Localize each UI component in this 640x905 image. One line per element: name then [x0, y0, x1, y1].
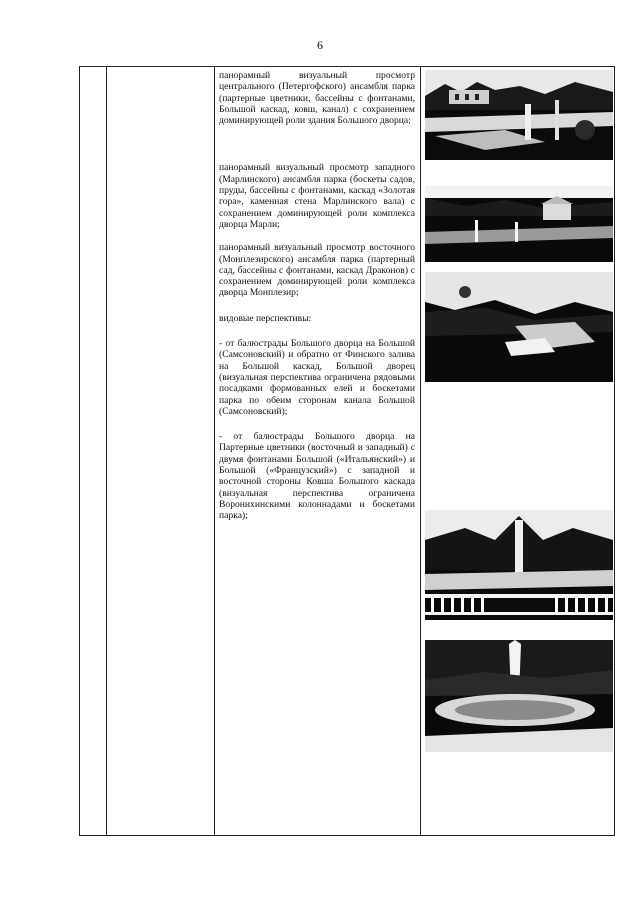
table-border-right [614, 66, 615, 836]
marly-ensemble-photo [425, 186, 613, 262]
table-border-bottom [79, 835, 615, 836]
paragraph-parterre: - от балюстрады Большого дворца на Партерные цветники (восточный и западный) с двумя фонтанами Большой («Итальянский») и Большой («Французский») с западной и восточной стороны Ковша Большого каскада (визуальная перспектива ограничена Воронихинскими колоннадами и боскетами парка); [219, 431, 415, 522]
central-ensemble-photo [425, 70, 613, 160]
table-column-divider-2 [214, 66, 215, 836]
monplaisir-ensemble-photo [425, 272, 613, 382]
table-column-divider-1 [106, 66, 107, 836]
paragraph-central: панорамный визуальный просмотр центрального (Петергофского) ансамбля парка (партерные цветники, бассейны с фонтанами, Большой каскад, ковш, канал) с сохранением доминирующей роли здания Большого дворца; [219, 70, 415, 127]
paragraph-samson: - от балюстрады Большого дворца на Большой (Самсоновский) и обратно от Финского залива на Большой каскад, Большой дворец (визуальная перспектива ограничена рядовыми посадками формованных елей и боскетами парка по обеим сторонам канала Большой (Самсоновский); [219, 338, 415, 417]
paragraph-perspectives: видовые перспективы: [219, 312, 312, 324]
description-column [219, 70, 415, 522]
paragraph-monplaisir: панорамный визуальный просмотр восточного (Монплезирского) ансамбля парка (партерный сад, бассейны с фонтанами, каскад Драконов) с сохранением доминирующей роли комплекса дворца Монплезир; [219, 242, 415, 299]
parterre-perspective-photo [425, 510, 613, 620]
fountain-photo [425, 640, 613, 752]
table-border-left [79, 66, 80, 836]
table-column-divider-3 [420, 66, 421, 836]
table-border-top [79, 66, 615, 67]
page-number: 6 [317, 38, 323, 52]
paragraph-marly: панорамный визуальный просмотр западного (Марлинского) ансамбля парка (боскеты садов, пруды, бассейны с фонтанами, каскад «Золотая гора», каменная стена Марлинского вала) с сохранением доминирующей роли комплекса дворца Марли; [219, 162, 415, 230]
